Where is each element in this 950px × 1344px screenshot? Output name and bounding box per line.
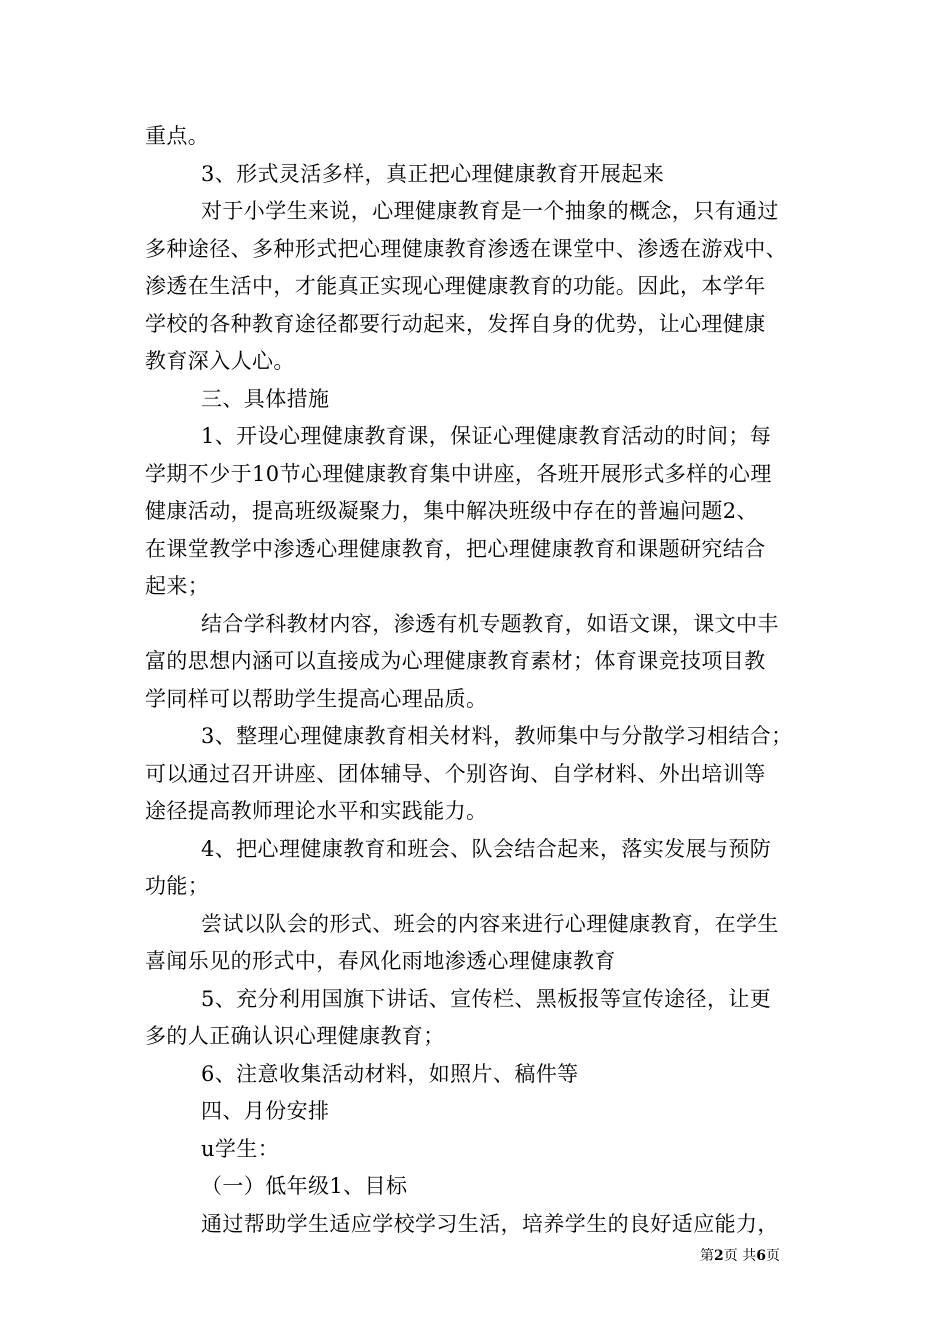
text-line: 5、充分利用国旗下讲话、宣传栏、黑板报等宣传途径，让更 [201,986,772,1011]
text-line: 结合学科教材内容，渗透有机专题教育，如语文课，课文中丰 [201,611,779,636]
current-page-number: 2 [714,1248,724,1264]
text-line: 渗透在生活中，才能真正实现心理健康教育的功能。因此，本学年 [145,274,766,298]
text-line: 1、开设心理健康教育课，保证心理健康教育活动的时间；每 [201,424,772,448]
text-line: 在课堂教学中渗透心理健康教育，把心理健康教育和课题研究结合 [145,536,766,561]
footer-suffix: 页 [765,1248,780,1264]
text-line: 途径提高教师理论水平和实践能力。 [145,799,488,823]
text-line: 教育深入人心。 [145,349,295,373]
section-heading: 三、具体措施 [201,386,330,411]
text-line: u学生： [201,1136,280,1161]
text-line: 重点。 [145,124,210,148]
text-line: 4、把心理健康教育和班会、队会结合起来，落实发展与预防 [201,836,772,861]
text-line: 尝试以队会的形式、班会的内容来进行心理健康教育，在学生 [201,911,779,936]
text-line: 可以通过召开讲座、团体辅导、个别咨询、自学材料、外出培训等 [145,761,766,786]
text-line: 通过帮助学生适应学校学习生活，培养学生的良好适应能力， [201,1211,779,1236]
footer-middle: 页 共 [723,1248,757,1264]
text-line: 6、注意收集活动材料，如照片、稿件等 [201,1061,579,1086]
text-line: 多的人正确认识心理健康教育； [145,1024,445,1048]
text-line: 多种途径、多种形式把心理健康教育渗透在课堂中、渗透在游戏中、 [145,236,787,261]
total-page-count: 6 [756,1248,766,1264]
subsection-heading: （一）低年级1、目标 [201,1174,408,1198]
text-line: 3、整理心理健康教育相关材料，教师集中与分散学习相结合； [201,724,793,748]
page-footer [700,1247,780,1265]
text-line: 学同样可以帮助学生提高心理品质。 [145,686,488,711]
text-line: 喜闻乐见的形式中，春风化雨地渗透心理健康教育 [145,949,616,973]
text-line: 对于小学生来说，心理健康教育是一个抽象的概念，只有通过 [201,199,779,223]
text-line: 学校的各种教育途径都要行动起来，发挥自身的优势，让心理健康 [145,311,766,336]
footer-prefix: 第 [700,1248,714,1264]
text-line: 富的思想内涵可以直接成为心理健康教育素材；体育课竞技项目教 [145,649,766,673]
text-line: 学期不少于10节心理健康教育集中讲座，各班开展形式多样的心理 [145,461,772,486]
section-heading: 四、月份安排 [201,1099,330,1123]
heading-line: 3、形式灵活多样，真正把心理健康教育开展起来 [201,161,665,186]
text-line: 功能； [145,874,210,898]
text-line: 健康活动，提高班级凝聚力，集中解决班级中存在的普遍问题2、 [145,499,758,523]
text-line: 起来； [145,574,210,598]
document-body [145,118,810,1243]
